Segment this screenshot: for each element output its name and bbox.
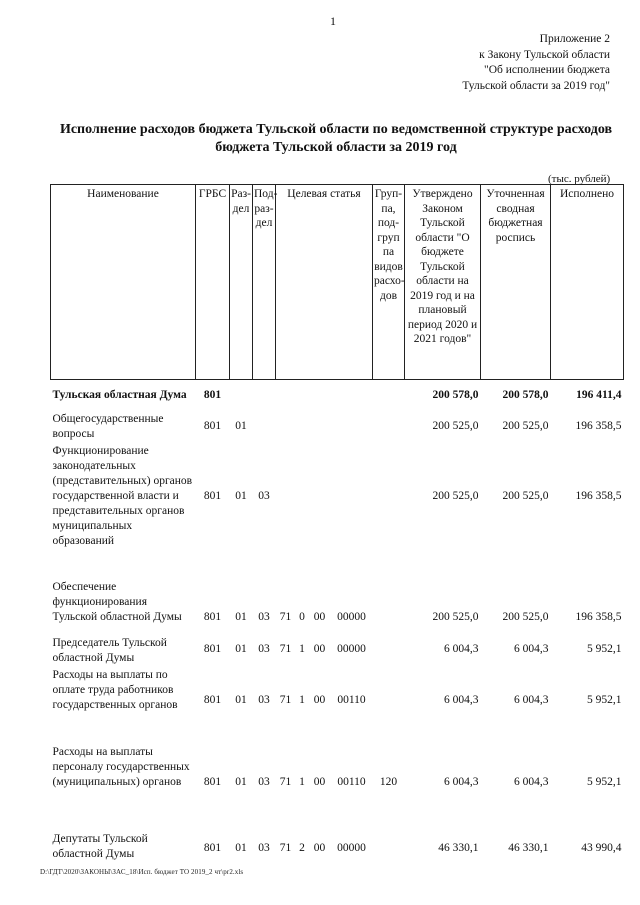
appendix-line: Приложение 2 [539, 33, 610, 45]
header-grbs: ГРБС [196, 185, 230, 380]
row-vr [373, 667, 405, 722]
row-vr [373, 633, 405, 667]
row-pr: 03 [258, 693, 270, 706]
row-rz [230, 380, 253, 411]
row-grbs: 801 [203, 610, 222, 623]
row-cs4: 00000 [337, 841, 366, 854]
row-cs1: 71 [279, 775, 292, 788]
row-pr: 03 [258, 775, 270, 788]
appendix-line: "Об исполнении бюджета [484, 64, 610, 76]
row-vr [373, 443, 405, 551]
row-cs4: 00000 [337, 610, 366, 623]
row-pr: 03 [258, 643, 270, 655]
row-executed: 196 358,5 [575, 420, 622, 432]
row-vr [373, 411, 405, 443]
row-approved: 6 004,3 [444, 693, 479, 706]
row-grbs: 801 [203, 693, 222, 706]
table-row [51, 443, 624, 551]
row-name: Общегосударственные вопросы [52, 412, 164, 440]
row-cs1: 71 [279, 693, 292, 706]
row-cs3: 00 [313, 841, 326, 854]
row-approved: 200 525,0 [432, 610, 479, 623]
row-cs3: 00 [313, 775, 326, 788]
row-rz: 01 [235, 490, 247, 502]
row-name: Тульская областная Дума [52, 388, 187, 401]
row-pr [253, 380, 276, 411]
document-title: Исполнение расходов бюджета Тульской области по ведомственной структуре расходов бюджета Тульской области за 2019 год [59, 122, 613, 155]
table-row [51, 633, 624, 667]
row-cs2: 0 [299, 610, 305, 623]
row-cs2: 1 [299, 643, 305, 655]
row-rz: 01 [235, 693, 247, 706]
row-executed: 5 952,1 [587, 775, 622, 788]
row-cs2 [296, 380, 309, 411]
row-refined: 6 004,3 [514, 775, 549, 788]
row-cs4: 00110 [337, 693, 366, 706]
header-executed: Исполнено [551, 185, 624, 380]
row-cs4: 00110 [337, 775, 366, 788]
row-approved: 6 004,3 [444, 775, 479, 788]
row-approved: 200 525,0 [432, 420, 479, 432]
header-target-article: Целевая статья [276, 185, 373, 380]
row-cs1: 71 [279, 643, 292, 655]
row-vr [373, 380, 405, 411]
row-refined: 6 004,3 [514, 643, 549, 655]
row-refined: 46 330,1 [508, 841, 549, 854]
row-cs4 [331, 443, 373, 551]
row-cs3 [309, 411, 331, 443]
row-refined: 200 578,0 [502, 388, 549, 401]
table-row [51, 804, 624, 866]
row-cs4: 00000 [337, 643, 366, 655]
header-refined: Уточненная сводная бюджетная роспись [481, 185, 551, 380]
row-cs1 [276, 443, 296, 551]
row-cs1: 71 [279, 841, 292, 854]
appendix-block [430, 32, 610, 94]
row-cs1 [276, 411, 296, 443]
row-pr [253, 411, 276, 443]
row-vr: 120 [379, 775, 398, 788]
header-name: Наименование [51, 185, 196, 380]
row-pr: 03 [258, 841, 270, 854]
row-grbs: 801 [203, 841, 222, 854]
table-row [51, 551, 624, 633]
row-approved: 6 004,3 [444, 643, 479, 655]
row-cs3: 00 [313, 643, 326, 655]
header-approved: Утверждено Законом Тульской области "О бюджете Тульской области на 2019 год и на плановый период 2020 и 2021 годов" [405, 185, 481, 380]
row-name: Председатель Тульской областной Думы [52, 636, 167, 664]
row-name: Депутаты Тульской областной Думы [52, 832, 148, 860]
row-executed: 5 952,1 [587, 693, 622, 706]
row-pr: 03 [258, 490, 270, 502]
header-expense-group: Груп-па, под-груп па видов расхо-дов [373, 185, 405, 380]
row-pr: 03 [258, 610, 270, 623]
table-row [51, 722, 624, 804]
row-cs2 [296, 411, 309, 443]
row-name: Расходы на выплаты персоналу государственных (муниципальных) органов [52, 745, 190, 788]
row-approved: 200 578,0 [432, 388, 479, 401]
units-label: (тыс. рублей) [548, 173, 611, 185]
footer-file-path: D:\ГДТ\2020\ЗАКОНЫ\ЗАС_18\Исп. бюджет ТО 2019_2 чт\pr2.xls [40, 868, 244, 876]
row-approved: 200 525,0 [432, 490, 479, 502]
row-cs3: 00 [313, 693, 326, 706]
row-grbs: 801 [203, 388, 222, 401]
row-grbs: 801 [203, 643, 222, 655]
row-vr [373, 804, 405, 866]
appendix-line: к Закону Тульской области [479, 48, 610, 61]
row-name: Функционирование законодательных (представительных) органов государственной власти и представительных органов муниципальных образований [52, 444, 193, 547]
row-executed: 196 411,4 [576, 388, 622, 401]
row-vr [373, 551, 405, 633]
row-rz: 01 [235, 610, 247, 623]
row-executed: 196 358,5 [575, 490, 622, 502]
table-row [51, 411, 624, 443]
row-cs4 [331, 411, 373, 443]
row-grbs: 801 [203, 490, 222, 502]
row-cs2: 2 [299, 841, 305, 854]
table-row [51, 667, 624, 722]
row-rz: 01 [235, 420, 247, 432]
table-row [51, 380, 624, 411]
row-cs2: 1 [299, 693, 305, 706]
page-number: 1 [330, 14, 336, 28]
row-cs2 [296, 443, 309, 551]
row-refined: 200 525,0 [502, 490, 549, 502]
row-approved: 46 330,1 [438, 841, 479, 854]
row-grbs: 801 [203, 420, 222, 432]
row-grbs: 801 [203, 775, 222, 788]
row-executed: 196 358,5 [575, 610, 622, 623]
row-cs3 [309, 380, 331, 411]
row-cs1: 71 [279, 610, 292, 623]
row-executed: 43 990,4 [581, 841, 622, 854]
row-refined: 200 525,0 [502, 420, 549, 432]
row-cs2: 1 [299, 775, 305, 788]
row-cs3: 00 [313, 610, 326, 623]
row-cs4 [331, 380, 373, 411]
appendix-line: Тульской области за 2019 год" [462, 79, 610, 92]
row-cs3 [309, 443, 331, 551]
row-refined: 6 004,3 [514, 693, 549, 706]
expenses-table [50, 184, 624, 866]
row-rz: 01 [235, 775, 247, 788]
row-name: Расходы на выплаты по оплате труда работников государственных органов [52, 668, 178, 711]
row-refined: 200 525,0 [502, 610, 549, 623]
table-header-row [51, 185, 624, 380]
row-name: Обеспечение функционирования Тульской областной Думы [52, 580, 182, 623]
header-podrazdel: Под-раз-дел [253, 185, 276, 380]
row-executed: 5 952,1 [587, 643, 622, 655]
row-cs1 [276, 380, 296, 411]
header-razdel: Раз-дел [230, 185, 253, 380]
row-rz: 01 [235, 643, 247, 655]
row-rz: 01 [235, 841, 247, 854]
